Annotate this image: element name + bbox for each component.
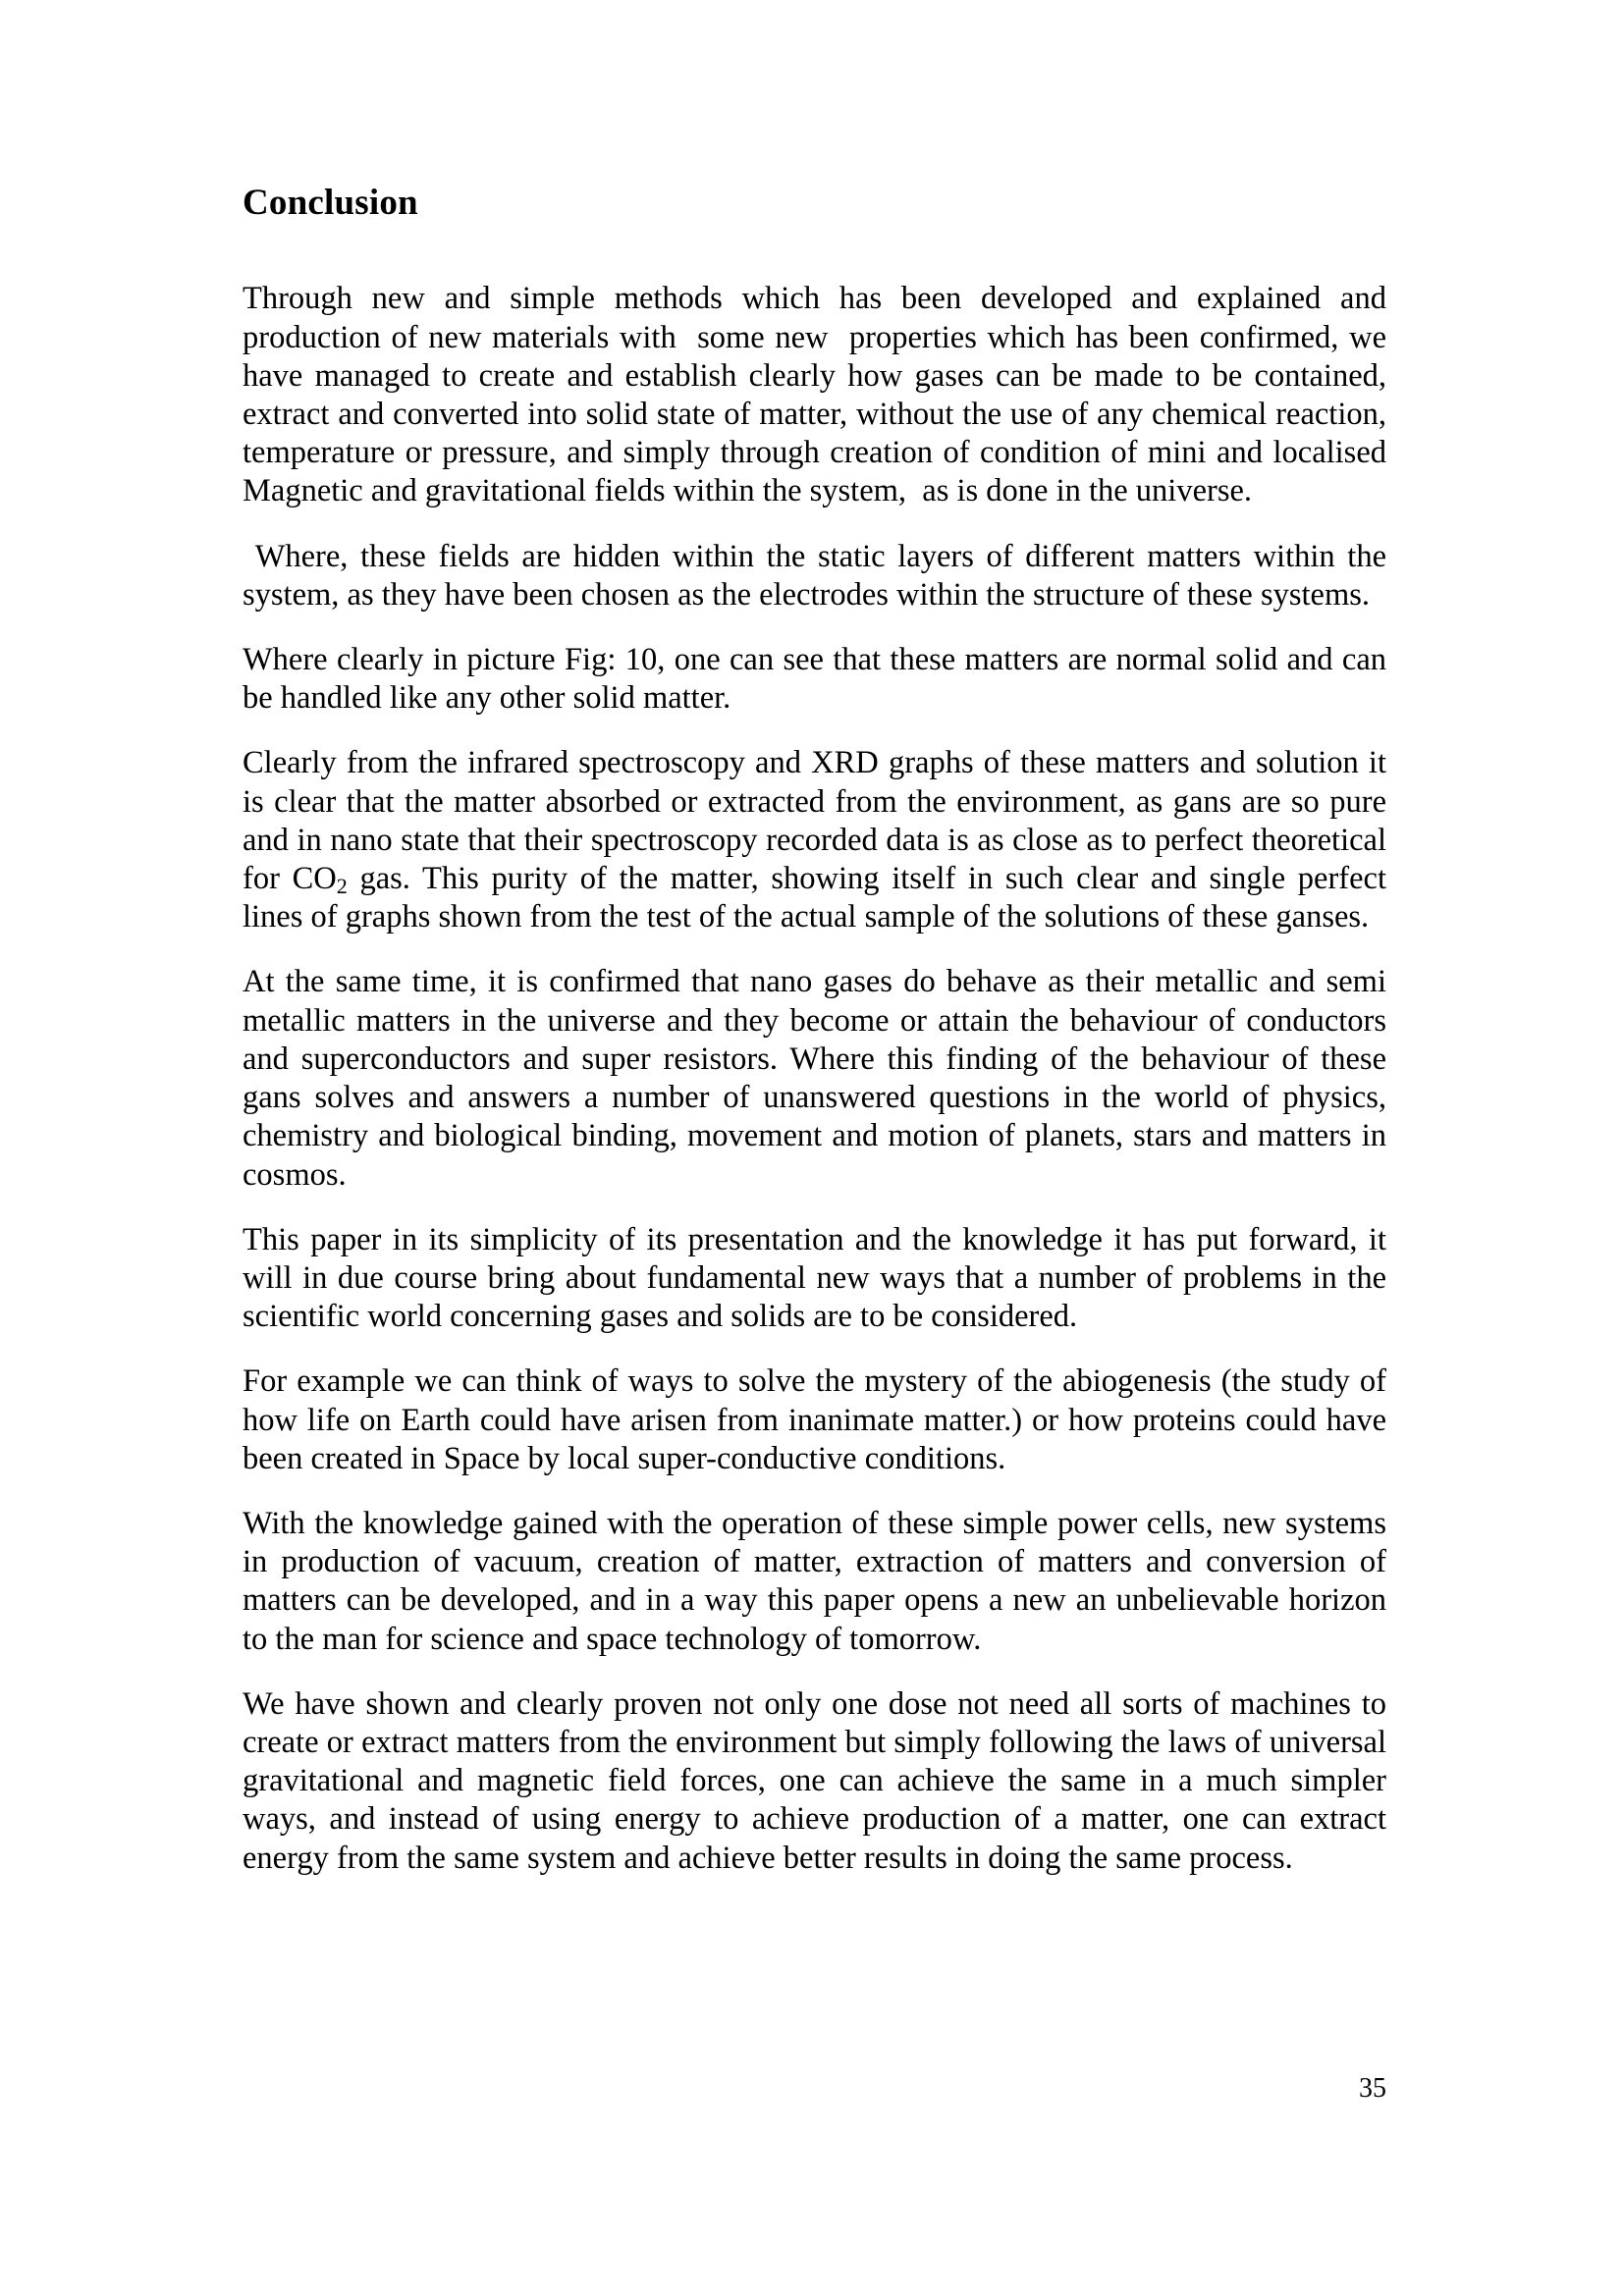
spacer — [243, 936, 1386, 963]
paragraph-spectroscopy — [243, 744, 1395, 936]
spacer — [243, 511, 1386, 538]
spacer — [243, 223, 1386, 280]
paragraph-spectroscopy-part-one: Clearly from the infrared spectroscopy and XRD graphs of these matters and solution it is clear that the matter absorbed or extracted from the environment, as gans are so pure and in nano state that their spectroscopy recorded data is as close as to perfect theoretical for CO — [243, 745, 1395, 897]
spacer — [243, 718, 1386, 744]
paragraph-paper-impact: This paper in its simplicity of its presentation and the knowledge it has put forward, it will in due course bring about fundamental new ways that a number of problems in the scientific world concerning gases and solids are to be considered. — [243, 1221, 1395, 1335]
spacer — [243, 1195, 1386, 1221]
spacer — [243, 1659, 1386, 1685]
spacer — [243, 1336, 1386, 1362]
co2-subscript: 2 — [336, 873, 348, 898]
paragraph-nano-gases-behaviour: At the same time, it is confirmed that nano gases do behave as their metallic and semi metallic matters in the universe and they become or attain the behaviour of conductors and superconductors and super resistors. Where this finding of the behaviour of these gans solves and answers a number of unanswered questions in the world of physics, chemistry and biological binding, movement and motion of planets, stars and matters in cosmos. — [243, 964, 1395, 1193]
paragraph-methods-overview: Through new and simple methods which has been developed and explained and production of new materials with some new properties which has been confirmed, we have managed to create and establish clearly how gases can be made to be contained, extract and converted into solid state of matter, without the use of any chemical reaction, temperature or pressure, and simply through creation of condition of mini and localised Magnetic and gravitational fields within the system, as is done in the universe. — [243, 281, 1395, 509]
page-number: 35 — [1359, 2073, 1386, 2104]
paragraph-power-cells: With the knowledge gained with the operation of these simple power cells, new systems in production of vacuum, creation of matter, extraction of matters and conversion of matters can be developed, and in a way this paper opens a new an unbelievable horizon to the man for science and space technology of tomorrow. — [243, 1505, 1395, 1657]
spacer — [243, 614, 1386, 641]
paragraph-energy-extraction: We have shown and clearly proven not only one dose not need all sorts of machines to create or extract matters from the environment but simply following the laws of universal gravitational and magnetic field forces, one can achieve the same in a much simpler ways, and instead of using energy to achieve production of a matter, one can extract energy from the same system and achieve better results in doing the same process. — [243, 1685, 1395, 1876]
page-title: Conclusion — [243, 183, 418, 223]
page-content — [243, 183, 1395, 1878]
paragraph-abiogenesis: For example we can think of ways to solve the mystery of the abiogenesis (the study of how life on Earth could have arisen from inanimate matter.) or how proteins could have been created in Space by local super-conductive conditions. — [243, 1363, 1395, 1476]
spacer — [243, 1478, 1386, 1505]
paragraph-figure-reference: Where clearly in picture Fig: 10, one can see that these matters are normal solid and can be handled like any other solid matter. — [243, 642, 1395, 717]
paragraph-hidden-fields: Where, these fields are hidden within the static layers of different matters within the system, as they have been chosen as the electrodes within the structure of these systems. — [243, 538, 1395, 613]
paragraph-spectroscopy-part-two: gas. This purity of the matter, showing itself in such clear and single perfect lines of graphs shown from the test of the actual sample of the solutions of these ganses. — [243, 861, 1395, 935]
